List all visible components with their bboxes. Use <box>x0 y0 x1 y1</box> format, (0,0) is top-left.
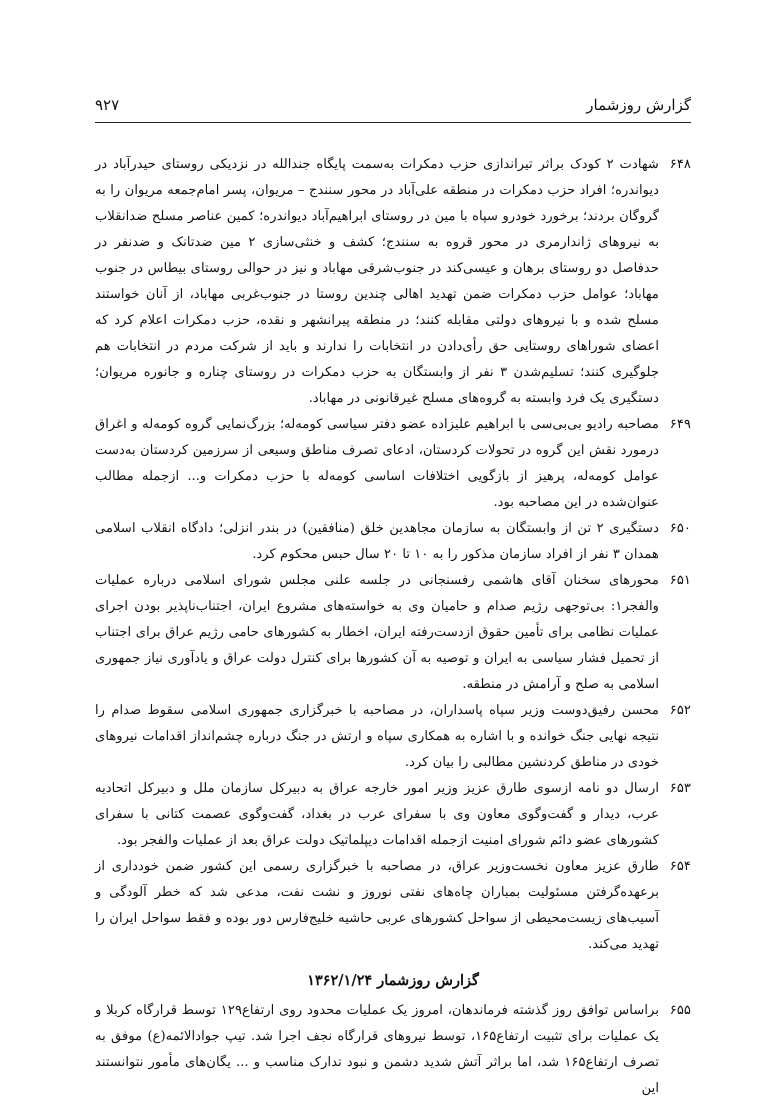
entry-number: ۶۴۸ <box>669 157 691 172</box>
entry-text: محسن رفیق‌دوست وزیر سپاه پاسداران، در مصاحبه با خبرگزاری جمهوری اسلامی سقوط صدام را نتیجه نهایی جنگ خوانده و با اشاره به همکاری سپاه و ارتش در جنگ درباره چشم‌انداز اقدامات نیروهای خودی در مناطق کردنشین مطالبی را بیان کرد. <box>95 703 659 770</box>
entry-text: طارق عزیز معاون نخست‌وزیر عراق، در مصاحبه با خبرگزاری رسمی این کشور ضمن خودداری از برعهده‌گرفتن مسئولیت بمباران چاه‌های نفتی نوروز و نشت نفت، مدعی شد که خطر آلودگی و آسیب‌های زیست‌محیطی از سواحل کشورهای عربی حاشیه خلیج‌فارس دور بوده و فقط سواحل ایران را تهدید می‌کند. <box>95 859 659 952</box>
entry-652 <box>95 698 691 776</box>
entry-text: شهادت ۲ کودک براثر تیراندازی حزب دمکرات به‌سمت پایگاه جندالله در نزدیکی روستای حیدرآباد در دیواندره؛ افراد حزب دمکرات در منطقه علی‌آباد در محور سنندج – مریوان، پسر امام‌جمعه مریوان را به گروگان بردند؛ برخورد خودرو سپاه با مین در روستای ابراهیم‌آباد دیواندره؛ کمین عناصر مسلح ضدانقلاب به نیروهای ژاندارمری در محور قروه به سنندج؛ کشف و خنثی‌سازی ۲ مین ضدتانک و ضدنفر در حدفاصل دو روستای برهان و عیسی‌کند در جنوب‌شرقی مهاباد و نیز در حوالی روستای بیطاس در جنوب مهاباد؛ عوامل حزب دمکرات ضمن تهدید اهالی چندین روستا در جنوب‌غربی مهاباد، از آنان خواستند مسلح شده و با نیروهای دولتی مقابله کنند؛ در منطقه پیرانشهر و نقده، حزب دمکرات اعلام کرد که اعضای شوراهای روستایی حق رأی‌دادن در انتخابات را ندارند و باید از شرکت مردم در انتخابات هم جلوگیری کنند؛ تسلیم‌شدن ۳ نفر از وابستگان به حزب دمکرات در روستای چناره و جانوره مریوان؛ دستگیری یک فرد وابسته به گروه‌های مسلح غیرقانونی در مهاباد. <box>95 157 660 406</box>
page-number: ۹۲۷ <box>95 96 120 114</box>
entry-654 <box>95 854 691 958</box>
entry-text: دستگیری ۲ تن از وابستگان به سازمان مجاهدین خلق (منافقین) در بندر انزلی؛ دادگاه انقلاب اسلامی همدان ۳ نفر از افراد سازمان مذکور را به ۱۰ تا ۲۰ سال حبس محکوم کرد. <box>95 521 659 562</box>
entry-651 <box>95 568 691 698</box>
running-title: گزارش روزشمار <box>586 96 691 114</box>
entry-650 <box>95 516 691 568</box>
entry-649 <box>95 412 691 516</box>
entry-text: محورهای سخنان آقای هاشمی رفسنجانی در جلسه علنی مجلس شورای اسلامی درباره عملیات والفجر۱: بی‌توجهی رژیم صدام و حامیان وی به خواسته‌های مشروع ایران، اجتناب‌ناپذیر بودن اجرای عملیات نظامی برای تأمین حقوق ازدست‌رفته ایران، اخطار به کشورهای حامی رژیم عراق برای اجتناب از تحمیل فشار سیاسی به ایران و توصیه به آن کشورها برای کنترل دولت عراق و یادآوری نیاز جمهوری اسلامی به صلح و آرامش در منطقه. <box>95 573 659 692</box>
entry-number: ۶۵۴ <box>669 859 691 874</box>
entry-655 <box>95 998 691 1102</box>
entry-text: ارسال دو نامه ازسوی طارق عزیز وزیر امور خارجه عراق به دبیرکل سازمان ملل و دبیرکل اتحادیه عرب، دیدار و گفت‌وگوی معاون وی با سفرای عرب در بغداد، گفت‌وگوی عصمت کتانی با سفرای کشورهای عضو دائم شورای امنیت ازجمله اقدامات دیپلماتیک دولت عراق بعد از عملیات والفجر بود. <box>95 781 659 848</box>
entry-number: ۶۵۱ <box>669 573 691 588</box>
section-title: گزارش روزشمار ۱۳۶۲/۱/۲۴ <box>307 972 479 989</box>
entry-number: ۶۵۰ <box>669 521 691 536</box>
entry-text: مصاحبه رادیو بی‌بی‌سی با ابراهیم علیزاده عضو دفتر سیاسی کومه‌له؛ بزرگ‌نمایی گروه کومه‌له و اغراق درمورد نقش این گروه در تحولات کردستان، ادعای تصرف مناطق وسیعی از سرزمین کردستان به‌دست عوامل کومه‌له، پرهیز از بازگویی اختلافات اساسی کومه‌له با حزب دمکرات و... ازجمله مطالب عنوان‌شده در این مصاحبه بود. <box>95 417 659 510</box>
entry-number: ۶۵۵ <box>669 1003 691 1018</box>
entry-number: ۶۵۲ <box>669 703 691 718</box>
entry-number: ۶۴۹ <box>669 417 691 432</box>
entry-648 <box>95 152 691 412</box>
entry-number: ۶۵۳ <box>669 781 691 796</box>
page-header <box>95 94 691 123</box>
page-body <box>95 152 691 1102</box>
entry-653 <box>95 776 691 854</box>
entry-text: براساس توافق روز گذشته فرماندهان، امروز یک عملیات محدود روی ارتفاع۱۲۹ توسط قرارگاه کربلا و یک عملیات برای تثبیت ارتفاع۱۶۵، توسط نیروهای قرارگاه نجف اجرا شد. تیپ جوادالائمه(ع) موفق به تصرف ارتفاع۱۶۵ شد، اما براثر آتش شدید دشمن و نبود تدارک مناسب و ... یگان‌های مأمور نتوانستند این <box>95 1003 660 1096</box>
